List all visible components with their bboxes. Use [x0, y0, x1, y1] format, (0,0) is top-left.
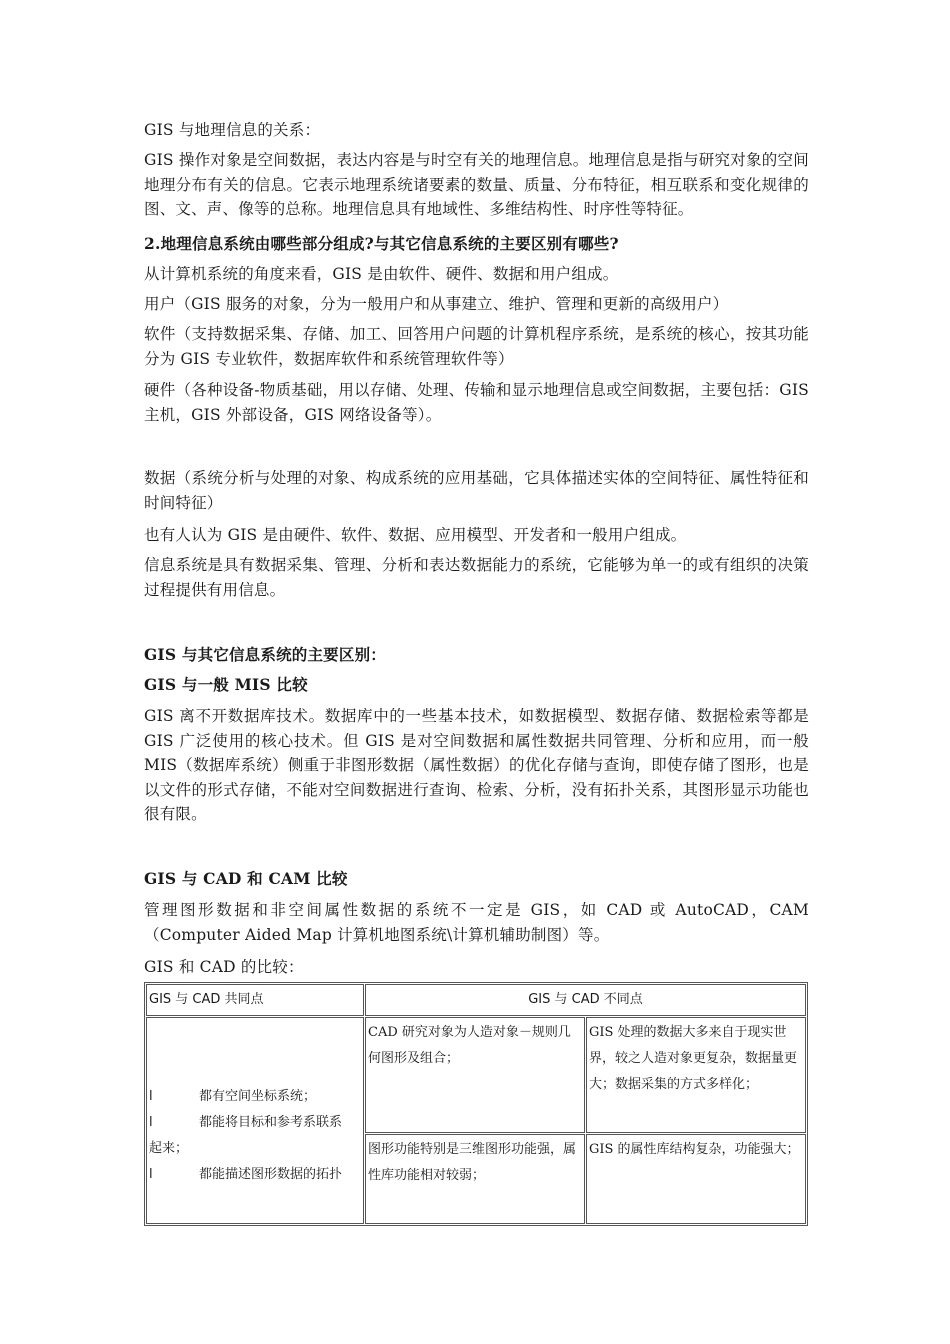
bullet-mark: l: [149, 1167, 153, 1182]
header-common: GIS 与 CAD 共同点: [146, 984, 364, 1016]
bullet-mark: l: [149, 1115, 153, 1130]
common-point-row: [149, 1110, 359, 1136]
para-system-view: 从计算机系统的角度来看，GIS 是由软件、硬件、数据和用户组成。: [144, 265, 619, 283]
para-cad-cam-heading: GIS 与 CAD 和 CAM 比较: [144, 869, 348, 888]
para-differences-heading: GIS 与其它信息系统的主要区别：: [144, 645, 386, 664]
para-gis-geoinfo-body: GIS 操作对象是空间数据，表达内容是与时空有关的地理信息。地理信息是指与研究对象的空间地理分布有关的信息。它表示地理系统诸要素的数量、质量、分布特征，相互联系和变化规律的图、文、声、像等的总称。地理信息具有地域性、多维结构性、时序性等特征。: [144, 151, 809, 218]
header-diff: GIS 与 CAD 不同点: [365, 984, 806, 1016]
common-point: 都有空间坐标系统；: [199, 1089, 317, 1104]
cad-diff-text: 图形功能特别是三维图形功能强，属性库功能相对较弱；: [368, 1142, 577, 1183]
cad-diff-text: CAD 研究对象为人造对象－规则几何图形及组合；: [368, 1025, 571, 1066]
para-hardware: 硬件（各种设备-物质基础，用以存储、处理、传输和显示地理信息或空间数据，主要包括：GIS 主机，GIS 外部设备，GIS 网络设备等）。: [144, 381, 809, 424]
common-point: 都能将目标和参考系联系: [199, 1115, 343, 1130]
gis-diff-cell: [586, 1134, 806, 1224]
gis-diff-cell: [586, 1017, 806, 1133]
common-point-row: [149, 1162, 359, 1188]
para-gis-geoinfo-heading: GIS 与地理信息的关系：: [144, 121, 321, 139]
para-mis-body: GIS 离不开数据库技术。数据库中的一些基本技术，如数据模型、数据存储、数据检索等都是 GIS 广泛使用的核心技术。但 GIS 是对空间数据和属性数据共同管理、分析和应用，而一般 MIS（数据库系统）侧重于非图形数据（属性数据）的优化存储与查询，即使存储了图形，也是以文件的形式存储，不能对空间数据进行查询、检索、分析，没有拓扑关系，其图形显示功能也很有限。: [144, 707, 809, 823]
para-question-2: 2.地理信息系统由哪些部分组成?与其它信息系统的主要区别有哪些?: [144, 234, 619, 253]
gis-cad-comparison-table: [144, 982, 808, 1226]
para-mis-heading: GIS 与一般 MIS 比较: [144, 675, 308, 694]
common-point-row: [149, 1084, 359, 1110]
para-info-system: 信息系统是具有数据采集、管理、分析和表达数据能力的系统，它能够为单一的或有组织的决策过程提供有用信息。: [144, 556, 809, 599]
common-point: 都能描述图形数据的拓扑: [199, 1167, 343, 1182]
para-cad-cam-body: 管理图形数据和非空间属性数据的系统不一定是 GIS，如 CAD 或 AutoCAD，CAM（Computer Aided Map 计算机地图系统\计算机辅助制图）等。: [144, 901, 809, 944]
para-users: 用户（GIS 服务的对象，分为一般用户和从事建立、维护、管理和更新的高级用户）: [144, 295, 729, 313]
common-point-row: [149, 1136, 359, 1162]
cad-diff-cell: [365, 1134, 585, 1224]
bullet-mark: l: [149, 1089, 153, 1104]
para-data: 数据（系统分析与处理的对象、构成系统的应用基础，它具体描述实体的空间特征、属性特征和时间特征）: [144, 469, 809, 512]
gis-diff-text: GIS 处理的数据大多来自于现实世界，较之人造对象更复杂，数据量更大；数据采集的方式多样化；: [589, 1025, 798, 1092]
common-points-cell: [146, 1017, 364, 1224]
para-table-caption: GIS 和 CAD 的比较：: [144, 958, 304, 976]
para-other-view: 也有人认为 GIS 是由硬件、软件、数据、应用模型、开发者和一般用户组成。: [144, 526, 687, 544]
common-point: 起来；: [149, 1141, 189, 1156]
para-software: 软件（支持数据采集、存储、加工、回答用户问题的计算机程序系统，是系统的核心，按其功能分为 GIS 专业软件，数据库软件和系统管理软件等）: [144, 325, 809, 368]
cad-diff-cell: [365, 1017, 585, 1133]
gis-diff-text: GIS 的属性库结构复杂，功能强大；: [589, 1142, 800, 1157]
